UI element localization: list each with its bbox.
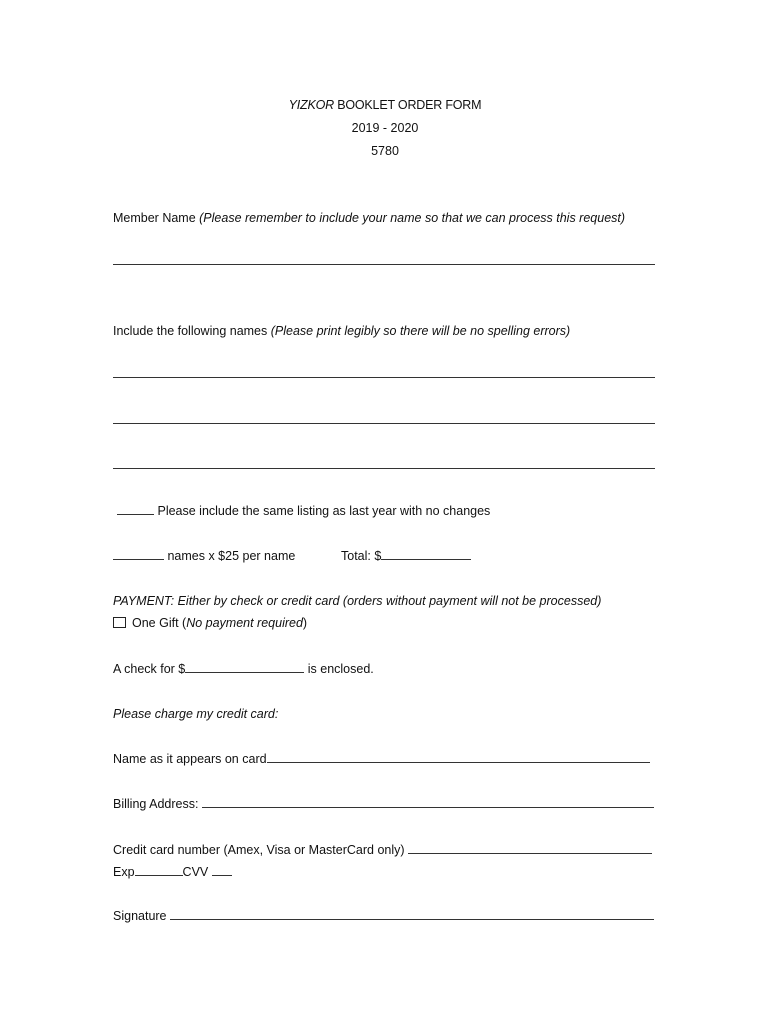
same-listing-blank[interactable] xyxy=(117,503,154,515)
one-gift-row: One Gift (No payment required) xyxy=(113,615,307,631)
cvv-blank[interactable] xyxy=(212,864,232,876)
card-name-row xyxy=(113,751,650,767)
billing-blank[interactable] xyxy=(202,796,654,808)
total-label: Total: $ xyxy=(341,549,382,563)
payment-heading: PAYMENT: Either by check or credit card (orders without payment will not be processed) xyxy=(113,594,602,608)
check-row xyxy=(113,661,374,677)
one-gift-note: No payment required xyxy=(186,616,303,630)
total-row xyxy=(341,548,471,564)
pricing-row xyxy=(113,548,295,564)
card-name-label: Name as it appears on card xyxy=(113,752,267,766)
cvv-label: CVV xyxy=(182,865,212,879)
title-yizkor: YIZKOR xyxy=(288,98,334,112)
name-line-3[interactable] xyxy=(113,468,655,469)
one-gift-checkbox[interactable] xyxy=(113,617,126,628)
card-number-row xyxy=(113,842,652,858)
exp-blank[interactable] xyxy=(135,864,183,876)
form-title xyxy=(0,97,770,113)
same-listing-row xyxy=(117,503,490,519)
exp-label: Exp xyxy=(113,865,135,879)
names-note: (Please print legibly so there will be no spelling errors) xyxy=(270,324,571,338)
form-year: 2019 - 2020 xyxy=(351,121,419,135)
names-label: Include the following names (Please print legibly so there will be no spelling errors) xyxy=(113,324,571,338)
card-number-label: Credit card number (Amex, Visa or MasterCard only) xyxy=(113,843,409,857)
name-line-1[interactable] xyxy=(113,377,655,378)
billing-label: Billing Address: xyxy=(113,797,202,811)
card-number-blank[interactable] xyxy=(408,842,652,854)
member-name-note: (Please remember to include your name so that we can process this request) xyxy=(199,211,626,225)
same-listing-text: Please include the same listing as last year with no changes xyxy=(157,504,491,518)
names-price-text: names x $25 per name xyxy=(164,549,296,563)
signature-label: Signature xyxy=(113,909,170,923)
credit-heading: Please charge my credit card: xyxy=(113,707,279,721)
card-name-blank[interactable] xyxy=(267,751,650,763)
names-count-blank[interactable] xyxy=(113,548,164,560)
check-suffix: is enclosed. xyxy=(304,662,374,676)
check-amount-blank[interactable] xyxy=(185,661,304,673)
member-name-label: Member Name (Please remember to include your name so that we can process this request) xyxy=(113,211,626,225)
billing-row xyxy=(113,796,654,812)
name-line-2[interactable] xyxy=(113,423,655,424)
check-prefix: A check for $ xyxy=(113,662,186,676)
member-name-line[interactable] xyxy=(113,264,655,265)
total-blank[interactable] xyxy=(381,548,471,560)
signature-blank[interactable] xyxy=(170,908,654,920)
title-rest: BOOKLET ORDER FORM xyxy=(333,98,482,112)
exp-cvv-row xyxy=(113,864,232,880)
one-gift-label: One Gift ( xyxy=(132,616,187,630)
signature-row xyxy=(113,908,654,924)
form-hebrew-year: 5780 xyxy=(371,144,399,158)
